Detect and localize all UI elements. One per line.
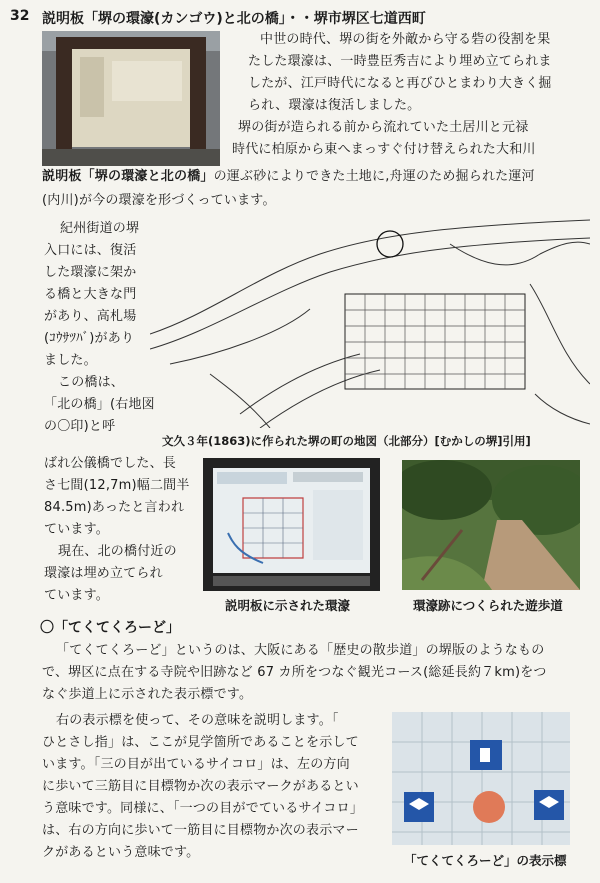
lower-left-line: 84.5m)あったと言われ	[44, 500, 185, 515]
moat-signboard-photo	[203, 458, 380, 591]
map-caption: 文久３年(1863)に作られた堺の町の地図（北部分）[むかしの堺]引用]	[162, 434, 531, 448]
tekuteku-marker-caption: 「てくてくろーど」の表示標	[404, 853, 567, 868]
intro-line: したが、江戸時代になると再びひとまわり大きく掘	[248, 76, 552, 91]
body-line: なぐ歩道上に示された表示標です。	[42, 687, 253, 702]
page-number: 32	[10, 8, 30, 24]
intro-line: (内川)が今の環濠を形づくっています。	[42, 193, 276, 208]
left-col-line: この橋は、	[58, 375, 125, 390]
body-line: は、右の方向に歩いて一筋目に目標物か次の表示マー	[42, 823, 359, 838]
left-col-line: (ｺｳｻﾂﾊﾞ)があり	[44, 331, 135, 346]
left-col-line: ました。	[44, 353, 97, 368]
lower-left-line: ています。	[44, 522, 109, 537]
intro-line: 堺の街が造られる前から流れていた土居川と元禄	[238, 120, 529, 135]
body-line: で、堺区に点在する寺院や旧跡など 67 カ所をつなぐ観光コース(総延長約７km)をつ	[42, 665, 547, 680]
tekuteku-marker-photo	[392, 712, 570, 845]
lower-left-line: 環濠は埋め立てられ	[44, 566, 163, 581]
intro-line: 時代に柏原から東へまっすぐ付け替えられた大和川	[232, 142, 536, 157]
body-line: います。「三の目が出ているサイコロ」は、左の方向	[42, 757, 350, 772]
intro-line: の運ぶ砂によりできた土地に,舟運のため掘られた運河	[213, 169, 535, 184]
body-line: 右の表示標を使って、その意味を説明します。「	[56, 713, 339, 728]
left-col-line: した環濠に架か	[44, 265, 137, 280]
body-line: う意味です。同様に、「一つの目がでているサイコロ」	[42, 801, 364, 816]
intro-line: られ、環濠は復活しました。	[248, 98, 421, 113]
promenade-photo	[402, 460, 580, 590]
signboard-photo	[42, 31, 220, 166]
body-line: クがあるという意味です。	[42, 845, 200, 860]
old-map	[150, 214, 590, 428]
left-col-line: 入口には、復活	[44, 243, 137, 258]
lower-left-line: 現在、北の橋付近の	[58, 544, 177, 559]
promenade-caption: 環濠跡につくられた遊歩道	[413, 598, 563, 613]
left-col-line: の〇印)と呼	[44, 419, 116, 434]
left-col-line: 「北の橋」(右地図	[44, 397, 155, 412]
signboard-caption: 説明板「堺の環濠と北の橋」	[42, 169, 214, 184]
body-line: ひとさし指」は、ここが見学箇所であることを示して	[42, 735, 359, 750]
left-col-line: 紀州街道の堺	[60, 221, 140, 236]
intro-line: 中世の時代、堺の街を外敵から守る砦の役割を果	[260, 32, 551, 47]
moat-signboard-caption: 説明板に示された環濠	[225, 598, 351, 613]
body-line: 「てくてくろーど」というのは、大阪にある「歴史の散歩道」の堺版のようなもの	[56, 643, 545, 658]
page-title: 説明板「堺の環濠(カンゴウ)と北の橋」・・堺市堺区七道西町	[42, 11, 426, 27]
lower-left-line: ています。	[44, 588, 109, 603]
lower-left-line: ばれ公儀橋でした、長	[44, 456, 177, 471]
left-col-line: があり、高札場	[44, 309, 137, 324]
lower-left-line: さ七間(12,7m)幅二間半	[44, 478, 190, 493]
section-heading: 〇「てくてくろーど」	[40, 620, 180, 636]
body-line: に歩いて三筋目に目標物か次の表示マークがあるとい	[42, 779, 359, 794]
intro-line: たした環濠は、一時豊臣秀吉により埋め立てられま	[248, 54, 552, 69]
left-col-line: る橋と大きな門	[44, 287, 137, 302]
